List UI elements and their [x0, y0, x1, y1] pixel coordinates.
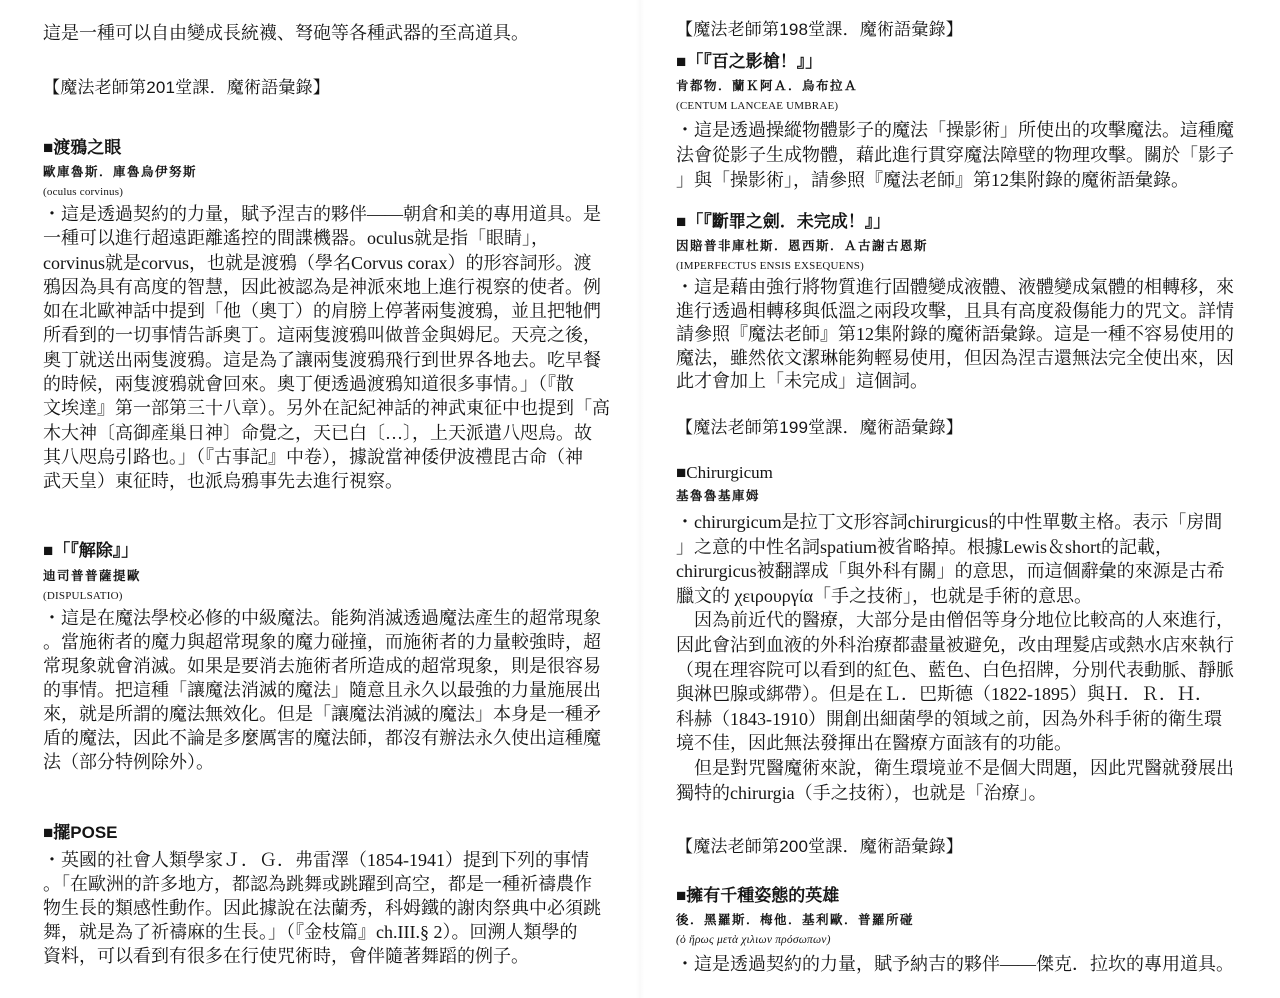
entry-paragraph-imperfectus [676, 276, 1234, 394]
entry-latin-centum: (CENTUM LANCEAE UMBRAE) [676, 100, 839, 112]
entry-title-chirurgicum: ■Chirurgicum [676, 463, 773, 482]
entry-paragraph-dispulsatio [43, 606, 601, 774]
paragraph-line: 」之意的中性名詞spatium被省略掉。根據Lewis＆short的記載， [676, 536, 1173, 557]
paragraph-line: corvinus就是corvus，也就是渡鴉（學名Corvus corax）的形容詞形。渡 [43, 252, 592, 273]
paragraph-line: 。當施術者的魔力與超常現象的魔力碰撞，而施術者的力量較強時，超 [43, 632, 601, 652]
paragraph-line: 」與「操影術」，請參照『魔法老師』第12集附錄的魔術語彙錄。 [676, 170, 1189, 190]
paragraph-line: 魔法，雖然依文潔琳能夠輕易使用，但因為涅吉還無法完全使出來，因 [676, 347, 1234, 368]
entry-latin-dispulsatio: (DISPULSATIO) [43, 590, 123, 602]
lesson-heading-201: 【魔法老師第201堂課．魔術語彙錄】 [43, 78, 330, 97]
entry-title-hero: ■擁有千種姿態的英雄 [676, 886, 840, 905]
paragraph-line: 法會從影子生成物體，藉此進行貫穿魔法障壁的物理攻擊。關於「影子 [676, 145, 1234, 165]
paragraph-line: 科赫（1843-1910）開創出細菌學的領域之前，因為外科手術的衛生環 [676, 708, 1222, 729]
entry-paragraph-pose [43, 848, 601, 968]
paragraph-line: 請參照『魔法老師』第12集附錄的魔術語彙錄。這是一種不容易使用的 [676, 324, 1234, 344]
paragraph-line: ・英國的社會人類學家Ｊ．Ｇ．弗雷澤（1854-1941）提到下列的事情 [43, 850, 589, 870]
entry-paragraph-hero [676, 952, 1234, 976]
entry-reading-dispulsatio: 迪司普普薩提歐 [43, 569, 142, 583]
entry-paragraph-chirurgicum [676, 510, 1234, 805]
entry-reading-centum: 肯都物．蘭Ｋ阿Ａ．烏布拉Ａ [676, 79, 859, 93]
entry-greek-hero: (ὁ ἥρως μετὰ χιλιων πρόσωπων) [676, 934, 831, 946]
entry-reading-imperfectus: 因賠普非庫杜斯．恩西斯．Ａ古謝古恩斯 [676, 239, 929, 253]
entry-reading-chirurgicum: 基魯魯基庫姆 [676, 489, 761, 503]
paragraph-line: （現在理容院可以看到的紅色、藍色、白色招牌，分別代表動脈、靜脈 [676, 659, 1234, 680]
paragraph-line: 法（部分特例除外）。 [43, 752, 214, 772]
paragraph-line: 文埃達』第一部第三十八章）。另外在記紀神話的神武東征中也提到「高 [43, 398, 610, 419]
entry-title-raven-eye: ■渡鴉之眼 [43, 138, 122, 157]
paragraph-line: 獨特的chirurgia（手之技術），也就是「治療」。 [676, 782, 1047, 803]
paragraph-line: 所看到的一切事情告訴奧丁。這兩隻渡鴉叫做普金與姆尼。天亮之後， [43, 325, 601, 346]
entry-title-pose: ■擺POSE [43, 823, 118, 842]
paragraph-line: 但是對咒醫魔術來說，衛生環境並不是個大問題，因此咒醫就發展出 [694, 757, 1234, 778]
paragraph-line: ・chirurgicum是拉丁文形容詞chirurgicus的中性單數主格。表示「房間 [676, 512, 1223, 532]
lesson-heading-200: 【魔法老師第200堂課．魔術語彙錄】 [676, 837, 963, 856]
entry-reading-hero: 後．黑羅斯．梅他．基利歐．普羅所碰 [676, 913, 915, 927]
entry-title-dispulsatio: ■「『解除』」 [43, 541, 139, 560]
paragraph-line: ・這是藉由強行將物質進行固體變成液體、液體變成氣體的相轉移，來 [676, 277, 1234, 297]
paragraph-line: 因此會沾到血液的外科治療都盡量被避免，改由理髮店或熱水店來執行 [676, 634, 1234, 655]
page-spine [636, 0, 644, 998]
paragraph-line: 。「在歐洲的許多地方，都認為跳舞或跳躍到高空，都是一種祈禱農作 [43, 874, 592, 894]
paragraph-line: 臘文的 χειρουργία「手之技術」，也就是手術的意思。 [676, 585, 1092, 606]
paragraph-line: 資料，可以看到有很多在行使咒術時，會伴隨著舞蹈的例子。 [43, 946, 529, 966]
intro-line: 這是一種可以自由變成長統襪、弩砲等各種武器的至高道具。 [43, 23, 529, 43]
paragraph-line: 如在北歐神話中提到「他（奧丁）的肩膀上停著兩隻渡鴉，並且把牠們 [43, 301, 601, 322]
lesson-heading-198: 【魔法老師第198堂課．魔術語彙錄】 [676, 20, 963, 39]
paragraph-line: 奧丁就送出兩隻渡鴉。這是為了讓兩隻渡鴉飛行到世界各地去。吃早餐 [43, 349, 601, 370]
paragraph-line: 一種可以進行超遠距離遙控的間諜機器。oculus就是指「眼睛」， [43, 228, 549, 249]
paragraph-line: ・這是在魔法學校必修的中級魔法。能夠消滅透過魔法產生的超常現象 [43, 608, 601, 628]
entry-latin-imperfectus: (IMPERFECTUS ENSIS EXSEQUENS) [676, 260, 864, 272]
lesson-heading-199: 【魔法老師第199堂課．魔術語彙錄】 [676, 418, 963, 437]
paragraph-line: 的時候，兩隻渡鴉就會回來。奧丁便透過渡鴉知道很多事情。」（『散 [43, 374, 574, 395]
paragraph-line: 此才會加上「未完成」這個詞。 [676, 371, 928, 391]
entry-reading-raven-eye: 歐庫魯斯．庫魯烏伊努斯 [43, 165, 198, 179]
paragraph-line: 與淋巴腺或綁帶）。但是在Ｌ．巴斯德（1822-1895）與Ｈ．Ｒ．Ｈ． [676, 684, 1213, 705]
paragraph-line: 的事情。把這種「讓魔法消滅的魔法」隨意且永久以最強的力量施展出 [43, 680, 601, 700]
paragraph-line: 來，就是所謂的魔法無效化。但是「讓魔法消滅的魔法」本身是一種矛 [43, 704, 601, 724]
paragraph-line: ・這是透過操縱物體影子的魔法「操影術」所使出的攻擊魔法。這種魔 [676, 120, 1234, 140]
paragraph-line: 盾的魔法，因此不論是多麼厲害的魔法師，都沒有辦法永久使出這種魔 [43, 728, 601, 748]
paragraph-line: chirurgicus被翻譯成「與外科有關」的意思，而這個辭彙的來源是古希 [676, 561, 1225, 582]
paragraph-line: ・這是透過契約的力量，賦予納吉的夥伴——傑克．拉坎的專用道具。 [676, 954, 1234, 974]
entry-latin-raven-eye: (oculus corvinus) [43, 186, 124, 198]
paragraph-line: 木大神〔高御產巢日神〕命覺之，天已白〔…〕，上天派遣八咫烏。故 [43, 422, 592, 443]
paragraph-line: 因為前近代的醫療，大部分是由僧侶等身分地位比較高的人來進行， [694, 610, 1234, 631]
paragraph-line: 常現象就會消滅。如果是要消去施術者所造成的超常現象，則是很容易 [43, 656, 601, 676]
paragraph-line: 武天皇）東征時，也派烏鴉事先去進行視察。 [43, 471, 403, 492]
entry-paragraph-centum [676, 118, 1234, 193]
entry-title-centum: ■「『百之影槍！』」 [676, 52, 823, 71]
paragraph-line: 其八咫烏引路也。」（『古事記』中卷），據說當神倭伊波禮毘古命（神 [43, 446, 583, 467]
paragraph-line: 進行透過相轉移與低溫之兩段攻擊，且具有高度殺傷能力的咒文。詳情 [676, 300, 1234, 321]
paragraph-line: ・這是透過契約的力量，賦予涅吉的夥伴——朝倉和美的專用道具。是 [43, 204, 601, 224]
entry-paragraph-raven-eye [43, 202, 610, 494]
paragraph-line: 鴉因為具有高度的智慧，因此被認為是神派來地上進行視察的使者。例 [43, 276, 601, 297]
paragraph-line: 境不佳，因此無法發揮出在醫療方面該有的功能。 [676, 733, 1072, 754]
paragraph-line: 物生長的類感性動作。因此據說在法蘭秀，科姆鐵的謝肉祭典中必須跳 [43, 898, 601, 918]
paragraph-line: 舞，就是為了祈禱麻的生長。」（『金枝篇』ch.III.§ 2）。回溯人類學的 [43, 922, 578, 942]
entry-title-imperfectus: ■「『斷罪之劍．未完成！』」 [676, 212, 891, 231]
